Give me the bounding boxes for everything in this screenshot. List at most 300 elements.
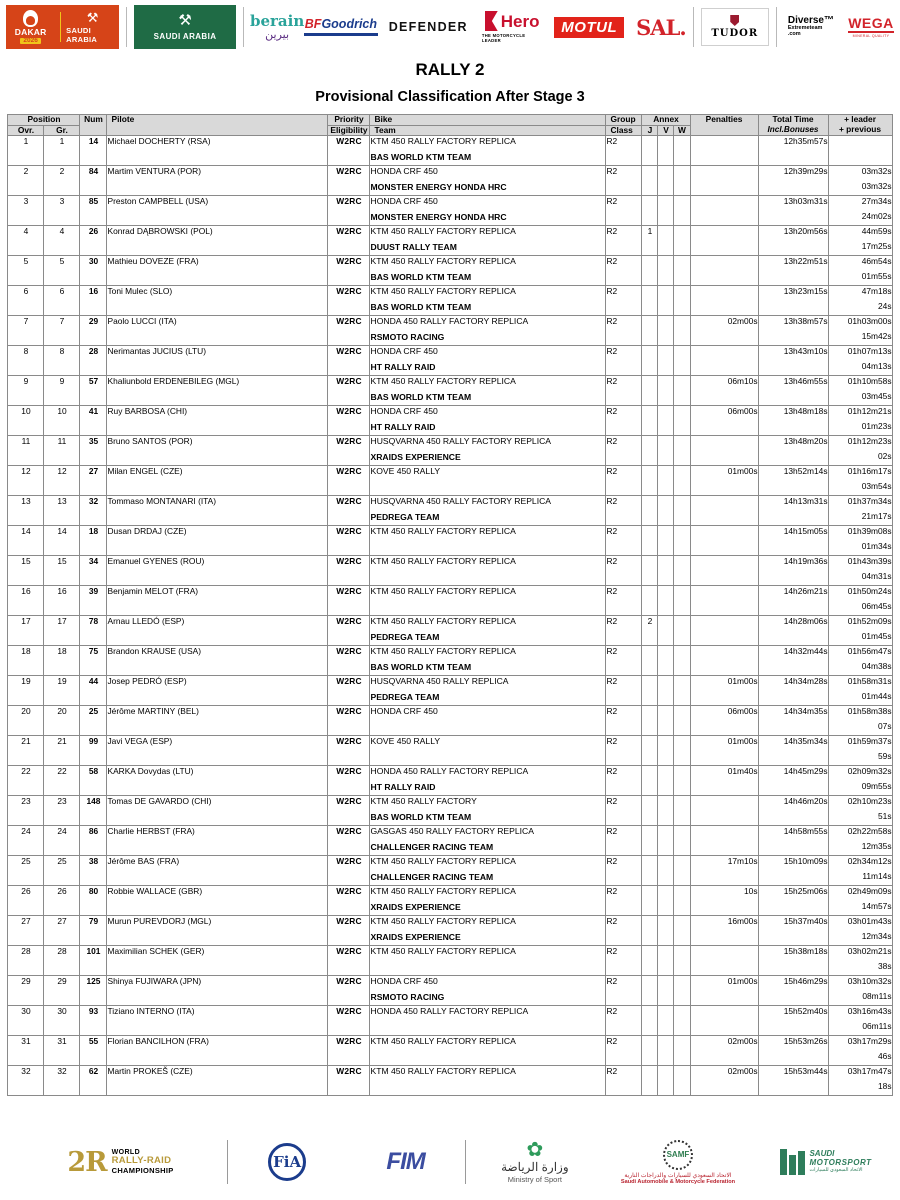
gap-to-leader: 01h39m08s [847, 526, 892, 537]
team-name: BAS WORLD KTM TEAM [370, 302, 472, 313]
table-row [8, 886, 892, 916]
bike-model: GASGAS 450 RALLY FACTORY REPLICA [370, 826, 534, 837]
cell-priority-eligibility: W2RC [328, 466, 370, 496]
cell-annex-v [658, 796, 674, 826]
cell-annex-j [642, 436, 658, 466]
cell-annex-v [658, 586, 674, 616]
cell-annex-v [658, 856, 674, 886]
cell-annex-w [674, 376, 690, 406]
cell-total-time: 15h25m06s [758, 886, 828, 916]
cell-priority-eligibility: W2RC [328, 556, 370, 586]
table-row [8, 706, 892, 736]
cell-annex-v [658, 196, 674, 226]
cell-total-time: 15h53m26s [758, 1036, 828, 1066]
cell-position-overall: 8 [8, 346, 44, 376]
bike-model: HONDA CRF 450 [370, 346, 438, 357]
cell-bike-team [370, 646, 606, 676]
gap-to-previous: 11m14s [862, 870, 892, 881]
cell-group-class: R2 [606, 1036, 642, 1066]
team-name: PEDREGA TEAM [370, 692, 440, 703]
table-row [8, 226, 892, 256]
cell-position-overall: 22 [8, 766, 44, 796]
gap-to-leader: 01h37m34s [847, 496, 892, 507]
gap-to-leader: 01h12m21s [847, 406, 892, 417]
cell-priority-eligibility: W2RC [328, 436, 370, 466]
cell-gaps [828, 916, 892, 946]
cell-pilote-name: Mathieu DOVEZE (FRA) [107, 256, 328, 286]
cell-gaps [828, 1036, 892, 1066]
gap-to-previous: 21m17s [861, 510, 892, 521]
classification-table [7, 114, 892, 1096]
sal-logo: SAL. [636, 14, 686, 40]
bike-model: KTM 450 RALLY FACTORY REPLICA [370, 256, 516, 267]
cell-bike-team [370, 1066, 606, 1096]
table-row [8, 286, 892, 316]
cell-annex-j [642, 526, 658, 556]
cell-group-class: R2 [606, 256, 642, 286]
bike-model: KTM 450 RALLY FACTORY REPLICA [370, 226, 516, 237]
cell-position-overall: 15 [8, 556, 44, 586]
cell-bike-team [370, 526, 606, 556]
bike-model: HUSQVARNA 450 RALLY FACTORY REPLICA [370, 436, 552, 447]
gap-to-previous: 51s [878, 810, 892, 821]
table-row [8, 766, 892, 796]
cell-gaps [828, 616, 892, 646]
cell-annex-j [642, 166, 658, 196]
page-subtitle: Provisional Classification After Stage 3 [315, 89, 585, 105]
cell-annex-v [658, 616, 674, 646]
cell-position-group: 19 [44, 676, 80, 706]
team-name: CHALLENGER RACING TEAM [370, 872, 494, 883]
cell-bike-team [370, 886, 606, 916]
cell-pilote-name: Preston CAMPBELL (USA) [107, 196, 328, 226]
cell-priority-eligibility: W2RC [328, 406, 370, 436]
cell-position-group: 7 [44, 316, 80, 346]
cell-total-time: 14h34m28s [758, 676, 828, 706]
cell-priority-eligibility: W2RC [328, 256, 370, 286]
footer-cell-fia [228, 1142, 346, 1182]
gap-to-leader: 02h49m09s [847, 886, 892, 897]
dakar-country-label: SAUDI ARABIA [66, 25, 98, 44]
ministry-en-label: Ministry of Sport [507, 1174, 562, 1184]
cell-rider-number: 101 [80, 946, 107, 976]
cell-priority-eligibility: W2RC [328, 796, 370, 826]
table-row [8, 526, 892, 556]
cell-annex-w [674, 1036, 690, 1066]
cell-priority-eligibility: W2RC [328, 1036, 370, 1066]
gap-to-previous: 17m25s [861, 240, 892, 251]
gap-to-previous: 15m42s [861, 330, 892, 341]
header-annex: Annex [642, 115, 690, 126]
header-annex-w: W [674, 125, 690, 136]
cell-total-time: 13h48m20s [758, 436, 828, 466]
cell-gaps [828, 286, 892, 316]
cell-gaps [828, 376, 892, 406]
table-row [8, 676, 892, 706]
cell-total-time: 14h28m06s [758, 616, 828, 646]
cell-position-group: 10 [44, 406, 80, 436]
diverse-line-1: Diverse™ [787, 14, 834, 26]
gap-to-previous: 06m45s [861, 600, 892, 611]
cell-bike-team [370, 826, 606, 856]
cell-annex-w [674, 286, 690, 316]
cell-position-group: 24 [44, 826, 80, 856]
team-name: PEDREGA TEAM [370, 512, 440, 523]
bike-model: KTM 450 RALLY FACTORY REPLICA [370, 136, 516, 147]
cell-annex-j [642, 346, 658, 376]
cell-annex-w [674, 796, 690, 826]
gap-to-leader: 01h59m37s [847, 736, 892, 747]
cell-annex-w [674, 316, 690, 346]
cell-priority-eligibility: W2RC [328, 346, 370, 376]
cell-annex-w [674, 826, 690, 856]
gap-to-leader: 47m18s [861, 286, 892, 297]
gap-to-leader: 01h58m38s [847, 706, 892, 717]
cell-pilote-name: Emanuel GYENES (ROU) [107, 556, 328, 586]
gap-to-previous: 01m34s [861, 540, 892, 551]
cell-group-class: R2 [606, 556, 642, 586]
cell-pilote-name: Josep PEDRÓ (ESP) [107, 676, 328, 706]
cell-priority-eligibility: W2RC [328, 766, 370, 796]
team-name: RSMOTO RACING [370, 332, 445, 343]
footer-logo-strip [0, 1132, 900, 1192]
gap-to-leader: 02h34m12s [847, 856, 892, 867]
header-leader: + leader [844, 114, 876, 124]
wega-sublabel: MINERAL QUALITY [852, 34, 890, 38]
cell-gaps [828, 796, 892, 826]
header-num: Num [80, 115, 107, 136]
cell-bike-team [370, 946, 606, 976]
cell-bike-team [370, 556, 606, 586]
saudi-motorsport-mark-icon [780, 1149, 805, 1175]
cell-annex-w [674, 586, 690, 616]
cell-position-overall: 9 [8, 376, 44, 406]
cell-total-time: 14h34m35s [758, 706, 828, 736]
cell-penalties [690, 796, 758, 826]
cell-annex-v [658, 706, 674, 736]
defender-logo: DEFENDER [388, 20, 468, 34]
cell-group-class: R2 [606, 196, 642, 226]
gap-to-leader: 03h02m21s [847, 946, 892, 957]
cell-annex-w [674, 436, 690, 466]
cell-position-overall: 26 [8, 886, 44, 916]
cell-rider-number: 55 [80, 1036, 107, 1066]
cell-penalties [690, 586, 758, 616]
header-team: Team [370, 125, 606, 136]
cell-bike-team [370, 1036, 606, 1066]
cell-gaps [828, 826, 892, 856]
cell-rider-number: 62 [80, 1066, 107, 1096]
berain-logo [251, 5, 303, 49]
cell-pilote-name: Bruno SANTOS (POR) [107, 436, 328, 466]
bike-model: HONDA CRF 450 [370, 406, 438, 417]
cell-gaps [828, 736, 892, 766]
cell-priority-eligibility: W2RC [328, 1006, 370, 1036]
cell-position-group: 31 [44, 1036, 80, 1066]
gap-to-leader: 01h03m00s [847, 316, 892, 327]
cell-gaps [828, 526, 892, 556]
header-annex-v: V [658, 125, 674, 136]
team-name: XRAIDS EXPERIENCE [370, 452, 461, 463]
cell-position-group: 16 [44, 586, 80, 616]
cell-total-time: 12h39m29s [758, 166, 828, 196]
cell-annex-v [658, 736, 674, 766]
cell-penalties: 01m00s [690, 736, 758, 766]
cell-group-class: R2 [606, 766, 642, 796]
cell-bike-team [370, 136, 606, 166]
cell-priority-eligibility: W2RC [328, 886, 370, 916]
cell-annex-v [658, 976, 674, 1006]
dakar-bedouin-icon [23, 10, 38, 27]
cell-rider-number: 30 [80, 256, 107, 286]
cell-annex-w [674, 256, 690, 286]
team-name: HT RALLY RAID [370, 782, 436, 793]
cell-annex-v [658, 136, 674, 166]
cell-position-overall: 21 [8, 736, 44, 766]
cell-annex-v [658, 346, 674, 376]
gap-to-previous: 07s [878, 720, 892, 731]
bike-model: KOVE 450 RALLY [370, 736, 441, 747]
bike-model: HUSQVARNA 450 RALLY FACTORY REPLICA [370, 496, 552, 507]
table-row [8, 1036, 892, 1066]
cell-annex-v [658, 1006, 674, 1036]
cell-penalties [690, 256, 758, 286]
cell-annex-w [674, 346, 690, 376]
cell-annex-w [674, 196, 690, 226]
cell-group-class: R2 [606, 286, 642, 316]
cell-pilote-name: Nerimantas JUCIUS (LTU) [107, 346, 328, 376]
dakar-logo-group [6, 5, 119, 49]
cell-annex-v [658, 436, 674, 466]
saudi-automobile-motorcycle-federation-logo [621, 1140, 735, 1185]
cell-bike-team [370, 166, 606, 196]
bike-model: KTM 450 RALLY FACTORY REPLICA [370, 886, 516, 897]
cell-annex-w [674, 976, 690, 1006]
header-gr: Gr. [44, 125, 80, 136]
cell-total-time: 13h48m18s [758, 406, 828, 436]
cell-position-overall: 13 [8, 496, 44, 526]
cell-position-group: 15 [44, 556, 80, 586]
cell-bike-team [370, 406, 606, 436]
header-bike: Bike [370, 115, 606, 126]
cell-total-time: 15h52m40s [758, 1006, 828, 1036]
wega-wordmark: WEGA [848, 15, 894, 31]
cell-pilote-name: Maximilian SCHEK (GER) [107, 946, 328, 976]
cell-rider-number: 26 [80, 226, 107, 256]
cell-annex-j: 2 [642, 616, 658, 646]
cell-position-overall: 20 [8, 706, 44, 736]
cell-annex-v [658, 886, 674, 916]
cell-position-overall: 24 [8, 826, 44, 856]
cell-position-group: 1 [44, 136, 80, 166]
cell-priority-eligibility: W2RC [328, 676, 370, 706]
cell-gaps [828, 436, 892, 466]
cell-annex-w [674, 136, 690, 166]
cell-position-group: 13 [44, 496, 80, 526]
cell-pilote-name: Toni Mulec (SLO) [107, 286, 328, 316]
cell-penalties [690, 616, 758, 646]
gap-to-previous: 03m54s [861, 480, 892, 491]
cell-pilote-name: Robbie WALLACE (GBR) [107, 886, 328, 916]
cell-annex-v [658, 526, 674, 556]
cell-annex-j [642, 856, 658, 886]
footer-cell-w2rc [0, 1146, 227, 1178]
sponsor-divider-2 [243, 7, 244, 47]
cell-group-class: R2 [606, 796, 642, 826]
hero-mark-icon [485, 11, 498, 31]
cell-total-time: 14h13m31s [758, 496, 828, 526]
cell-annex-v [658, 556, 674, 586]
cell-position-overall: 18 [8, 646, 44, 676]
cell-position-overall: 30 [8, 1006, 44, 1036]
cell-annex-w [674, 946, 690, 976]
bike-model: HONDA CRF 450 [370, 706, 438, 717]
bike-model: KTM 450 RALLY FACTORY REPLICA [370, 586, 516, 597]
cell-position-group: 17 [44, 616, 80, 646]
table-body [8, 136, 892, 1096]
cell-annex-j [642, 676, 658, 706]
cell-penalties [690, 346, 758, 376]
cell-annex-v [658, 676, 674, 706]
diverse-line-3: .com [787, 31, 801, 38]
cell-annex-j [642, 916, 658, 946]
cell-priority-eligibility: W2RC [328, 736, 370, 766]
w2rc-mark: 2R [67, 1146, 107, 1178]
sponsor-divider-3 [693, 7, 694, 47]
bike-model: KTM 450 RALLY FACTORY REPLICA [370, 946, 516, 957]
cell-bike-team [370, 316, 606, 346]
cell-total-time: 15h38m18s [758, 946, 828, 976]
cell-annex-w [674, 766, 690, 796]
cell-annex-j [642, 766, 658, 796]
cell-gaps [828, 646, 892, 676]
gap-to-previous: 09m55s [861, 780, 892, 791]
cell-annex-v [658, 1066, 674, 1096]
cell-position-group: 23 [44, 796, 80, 826]
cell-penalties [690, 1006, 758, 1036]
gap-to-leader: 01h16m17s [847, 466, 892, 477]
cell-annex-j [642, 256, 658, 286]
cell-position-overall: 11 [8, 436, 44, 466]
table-row [8, 466, 892, 496]
cell-rider-number: 28 [80, 346, 107, 376]
cell-position-group: 4 [44, 226, 80, 256]
cell-total-time: 14h45m29s [758, 766, 828, 796]
cell-total-time: 13h03m31s [758, 196, 828, 226]
cell-group-class: R2 [606, 616, 642, 646]
saudi-motorsport-line-3: الاتحاد السعودي للسيارات [809, 1167, 863, 1174]
header-group: Group [606, 115, 642, 126]
tudor-wordmark: TUDOR [711, 28, 759, 39]
dakar-2026-saudi-arabia-logo [6, 5, 119, 49]
header-position: Position [8, 115, 80, 126]
cell-annex-j [642, 796, 658, 826]
cell-annex-w [674, 616, 690, 646]
cell-rider-number: 38 [80, 856, 107, 886]
cell-rider-number: 29 [80, 316, 107, 346]
cell-total-time: 13h43m10s [758, 346, 828, 376]
palm-swords-icon: ⚒ [86, 9, 99, 25]
cell-total-time: 15h46m29s [758, 976, 828, 1006]
table-row [8, 826, 892, 856]
cell-pilote-name: Shinya FUJIWARA (JPN) [107, 976, 328, 1006]
table-header [8, 115, 892, 136]
cell-penalties [690, 946, 758, 976]
w2rc-line-1: WORLD [111, 1148, 141, 1156]
cell-annex-j: 1 [642, 226, 658, 256]
header-incl-bonuses: Incl.Bonuses [767, 124, 819, 134]
cell-annex-j [642, 646, 658, 676]
bike-model: KTM 450 RALLY FACTORY REPLICA [370, 556, 516, 567]
cell-position-overall: 14 [8, 526, 44, 556]
gap-to-previous: 06m11s [862, 1020, 892, 1031]
cell-pilote-name: Jérôme BAS (FRA) [107, 856, 328, 886]
cell-bike-team [370, 736, 606, 766]
cell-annex-w [674, 916, 690, 946]
saudi-arabia-logo [134, 5, 236, 49]
cell-position-group: 18 [44, 646, 80, 676]
cell-gaps [828, 976, 892, 1006]
cell-annex-v [658, 316, 674, 346]
cell-priority-eligibility: W2RC [328, 316, 370, 346]
cell-pilote-name: Tiziano INTERNO (ITA) [107, 1006, 328, 1036]
cell-position-overall: 6 [8, 286, 44, 316]
cell-group-class: R2 [606, 676, 642, 706]
cell-pilote-name: Milan ENGEL (CZE) [107, 466, 328, 496]
hero-logo [482, 11, 542, 43]
table-row [8, 556, 892, 586]
table-row [8, 796, 892, 826]
cell-pilote-name: Tomas DE GAVARDO (CHI) [107, 796, 328, 826]
cell-position-group: 22 [44, 766, 80, 796]
cell-penalties: 06m00s [690, 706, 758, 736]
cell-position-overall: 27 [8, 916, 44, 946]
fia-logo [259, 1142, 315, 1182]
cell-total-time: 13h38m57s [758, 316, 828, 346]
cell-annex-w [674, 1066, 690, 1096]
cell-group-class: R2 [606, 856, 642, 886]
table-header-row-1 [8, 115, 892, 126]
gap-to-leader: 01h12m23s [847, 436, 892, 447]
cell-gaps [828, 256, 892, 286]
cell-annex-v [658, 916, 674, 946]
cell-total-time: 13h46m55s [758, 376, 828, 406]
bike-model: KTM 450 RALLY FACTORY REPLICA [370, 616, 516, 627]
cell-total-time: 13h52m14s [758, 466, 828, 496]
cell-position-overall: 12 [8, 466, 44, 496]
cell-rider-number: 35 [80, 436, 107, 466]
cell-penalties [690, 526, 758, 556]
cell-penalties: 06m00s [690, 406, 758, 436]
cell-annex-w [674, 406, 690, 436]
bike-model: KTM 450 RALLY FACTORY REPLICA [370, 646, 516, 657]
cell-rider-number: 86 [80, 826, 107, 856]
cell-annex-j [642, 1036, 658, 1066]
header-total-time [758, 115, 828, 136]
cell-group-class: R2 [606, 436, 642, 466]
table-row [8, 196, 892, 226]
team-name: HT RALLY RAID [370, 362, 436, 373]
cell-group-class: R2 [606, 346, 642, 376]
bike-model: HONDA 450 RALLY FACTORY REPLICA [370, 766, 529, 777]
footer-cell-saudi-motorsport [752, 1149, 900, 1175]
cell-group-class: R2 [606, 586, 642, 616]
cell-rider-number: 93 [80, 1006, 107, 1036]
header-ovr: Ovr. [8, 125, 44, 136]
team-name: MONSTER ENERGY HONDA HRC [370, 182, 507, 193]
cell-gaps [828, 466, 892, 496]
bike-model: KTM 450 RALLY FACTORY REPLICA [370, 1036, 516, 1047]
